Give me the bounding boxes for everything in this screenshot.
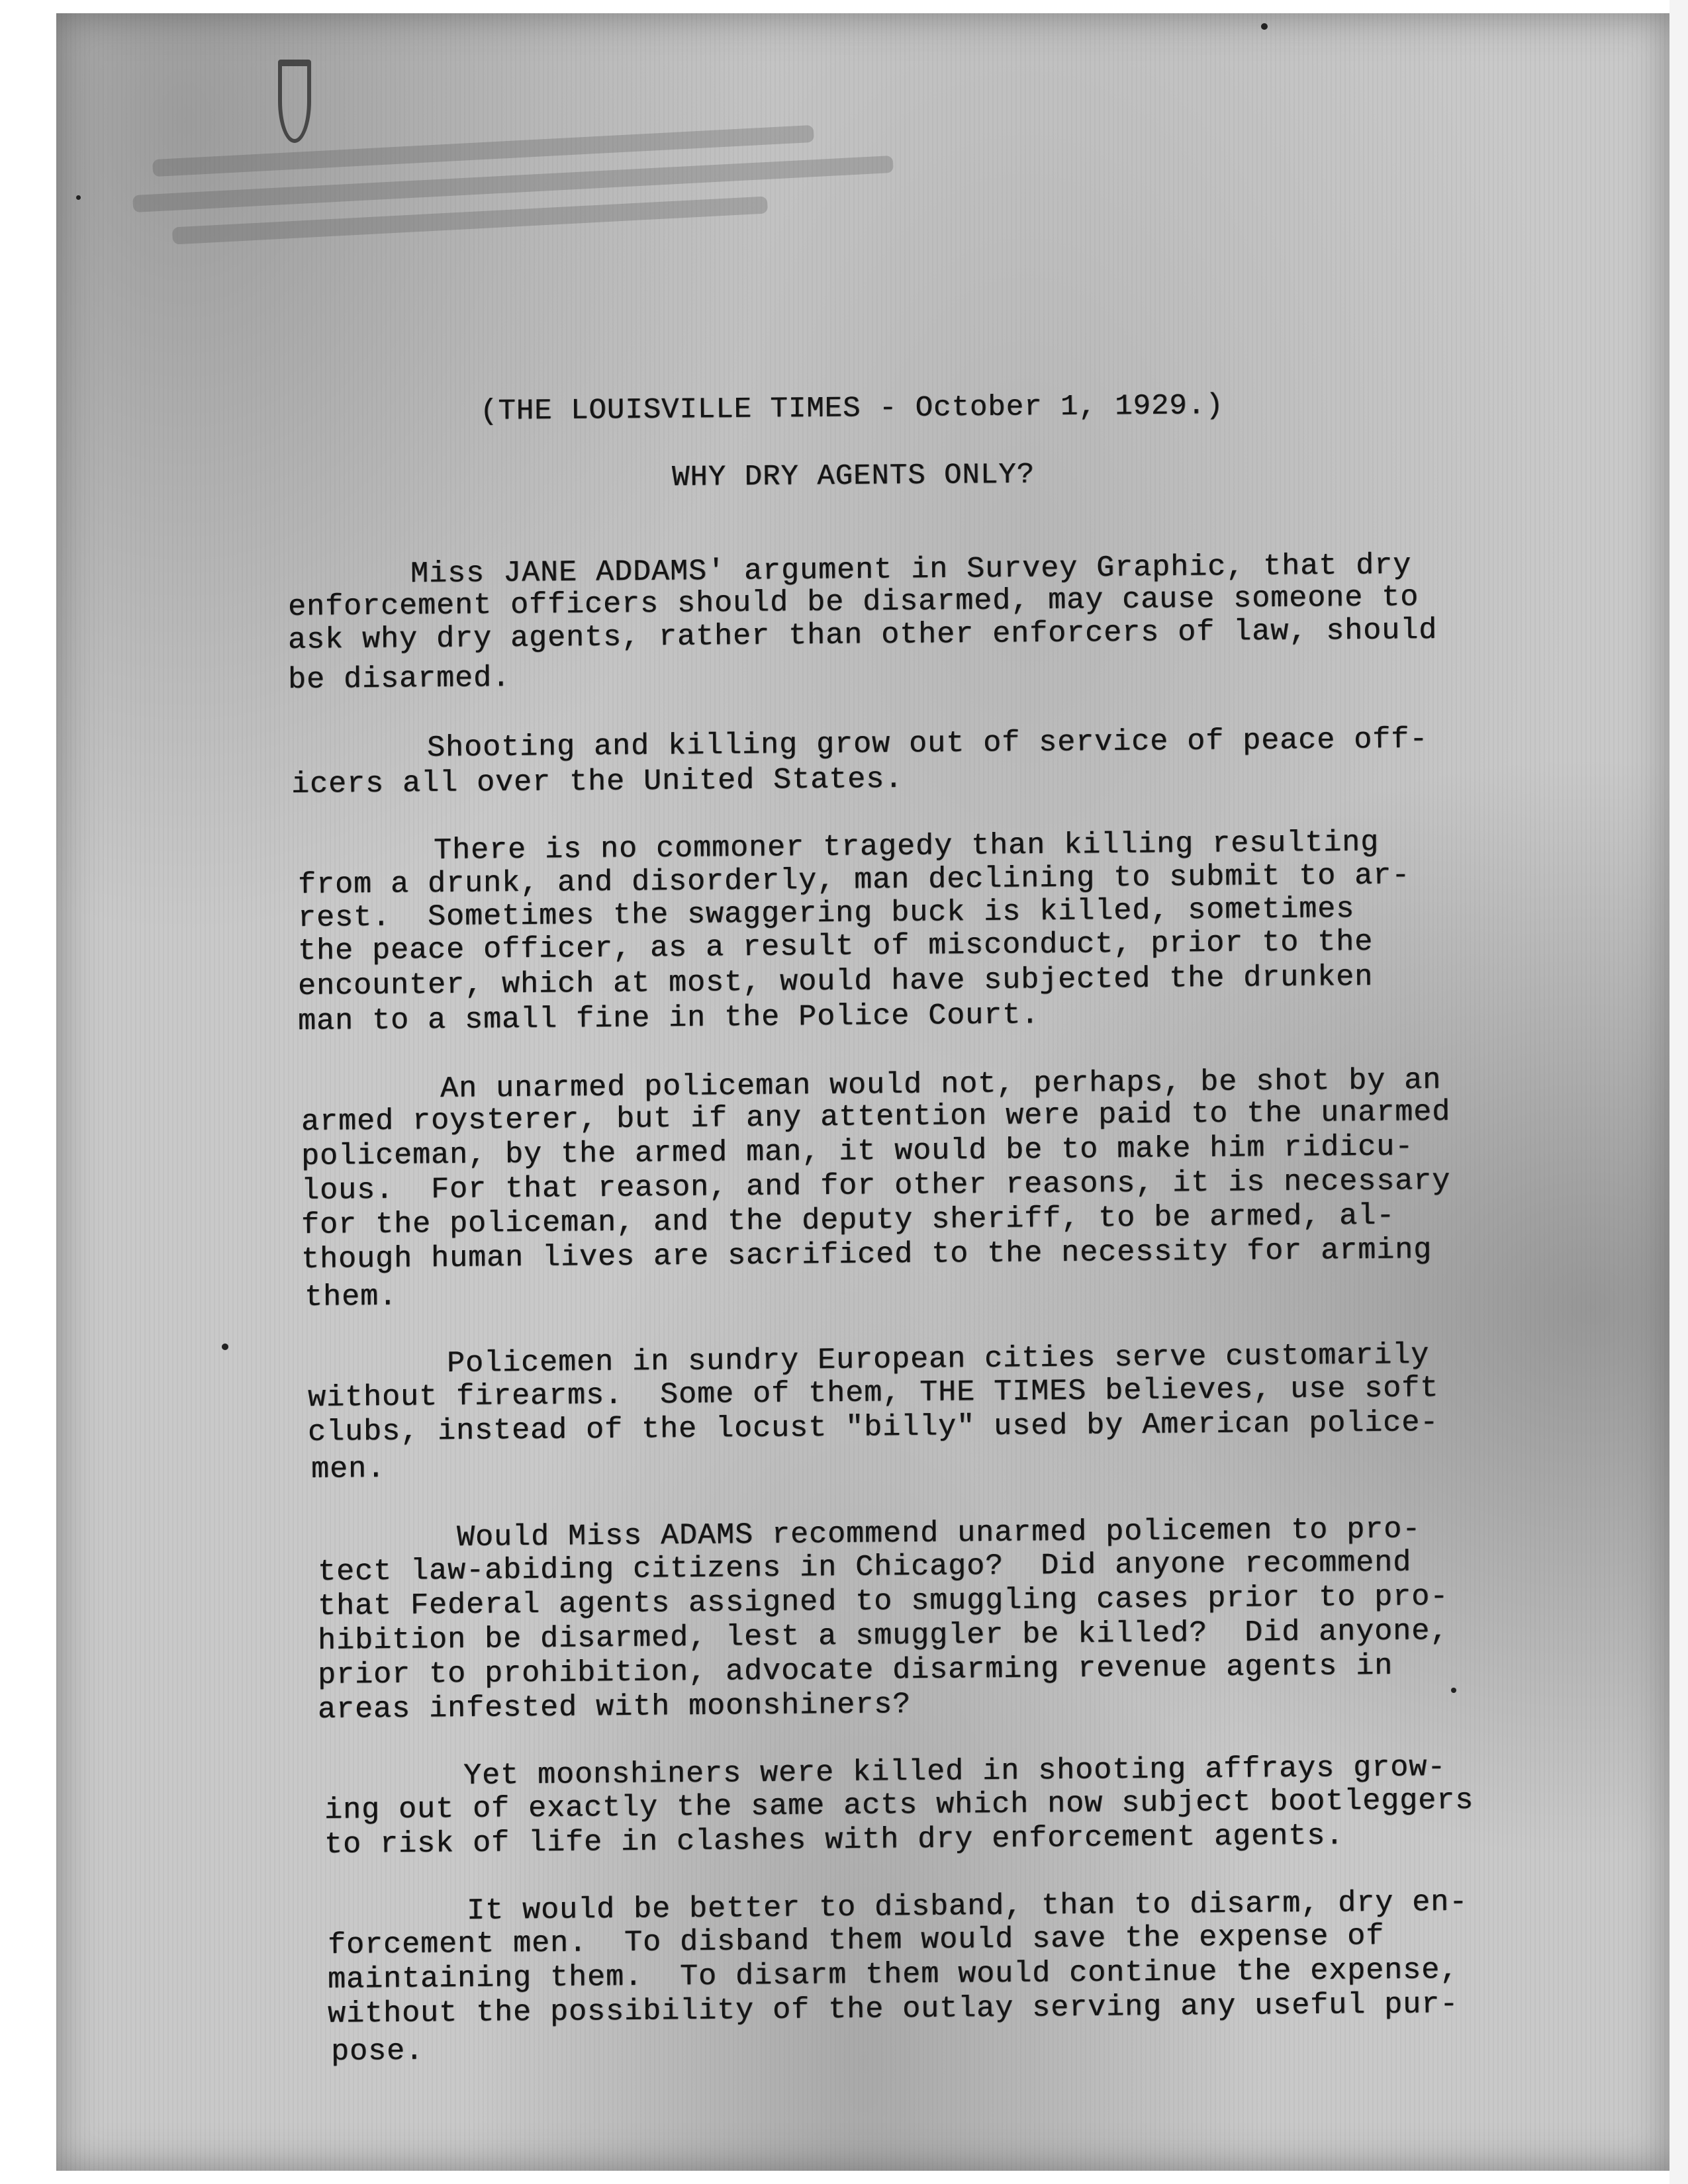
body-line: though human lives are sacrificed to the necessity for arming	[301, 1233, 1432, 1277]
body-line: encounter, which at most, would have subjected the drunken	[297, 960, 1374, 1003]
body-line: from a drunk, and disorderly, man declining to submit to ar-	[297, 858, 1411, 902]
body-line: ing out of exactly the same acts which now subject bootleggers	[324, 1783, 1474, 1827]
body-line: for the policeman, and the deputy sheriff, to be armed, al-	[301, 1199, 1395, 1242]
body-line: An unarmed policeman would not, perhaps, be shot by an	[440, 1063, 1442, 1106]
body-line: It would be better to disband, than to disarm, dry en-	[466, 1885, 1468, 1928]
body-line: pose.	[330, 2034, 424, 2069]
body-line: Would Miss ADAMS recommend unarmed policemen to pro-	[456, 1512, 1421, 1555]
body-line: enforcement officers should be disarmed, may cause someone to	[287, 580, 1419, 624]
body-line: icers all over the United States.	[291, 762, 904, 801]
body-line: Policemen in sundry European cities serve customarily	[446, 1338, 1430, 1381]
body-line: clubs, instead of the locust "billy" used by American police-	[307, 1406, 1439, 1449]
body-line: the peace officer, as a result of misconduct, prior to the	[297, 925, 1374, 968]
page-title: WHY DRY AGENTS ONLY?	[671, 458, 1035, 494]
body-line: without firearms. Some of them, THE TIMES believes, use soft	[307, 1371, 1439, 1415]
body-line: maintaining them. To disarm them would continue the expense,	[327, 1953, 1459, 1997]
body-line: them.	[304, 1279, 398, 1314]
source-line: (THE LOUISVILLE TIMES - October 1, 1929.)	[479, 389, 1224, 428]
body-line: men.	[310, 1452, 386, 1486]
body-line: areas infested with moonshiners?	[317, 1688, 912, 1727]
body-line: tect law-abiding citizens in Chicago? Did anyone recommend	[317, 1545, 1412, 1589]
body-line: rest. Sometimes the swaggering buck is killed, sometimes	[297, 892, 1355, 935]
body-line: without the possibility of the outlay serving any useful pur-	[327, 1987, 1459, 2031]
body-line: There is no commoner tragedy than killing resulting	[433, 825, 1380, 868]
body-line: ask why dry agents, rather than other enforcers of law, should	[287, 613, 1438, 657]
body-line: forcement men. To disband them would save the expense of	[327, 1919, 1385, 1962]
body-line: man to a small fine in the Police Court.	[297, 998, 1040, 1038]
body-line: that Federal agents assigned to smuggling cases prior to pro-	[317, 1580, 1449, 1623]
body-line: be disarmed.	[287, 661, 511, 697]
body-line: prior to prohibition, advocate disarming revenue agents in	[317, 1649, 1393, 1692]
body-line: armed roysterer, but if any attention were paid to the unarmed	[301, 1095, 1451, 1139]
body-line: Yet moonshiners were killed in shooting affrays grow-	[463, 1751, 1446, 1793]
body-line: Shooting and killing grow out of service of peace off-	[426, 722, 1429, 765]
body-line: Miss JANE ADDAMS' argument in Survey Graphic, that dry	[410, 548, 1412, 591]
body-line: lous. For that reason, and for other reasons, it is necessary	[301, 1163, 1451, 1208]
body-line: policeman, by the armed man, it would be to make him ridicu-	[301, 1130, 1414, 1173]
body-line: to risk of life in clashes with dry enforcement agents.	[324, 1819, 1344, 1862]
body-line: hibition be disarmed, lest a smuggler be killed? Did anyone,	[317, 1614, 1449, 1658]
